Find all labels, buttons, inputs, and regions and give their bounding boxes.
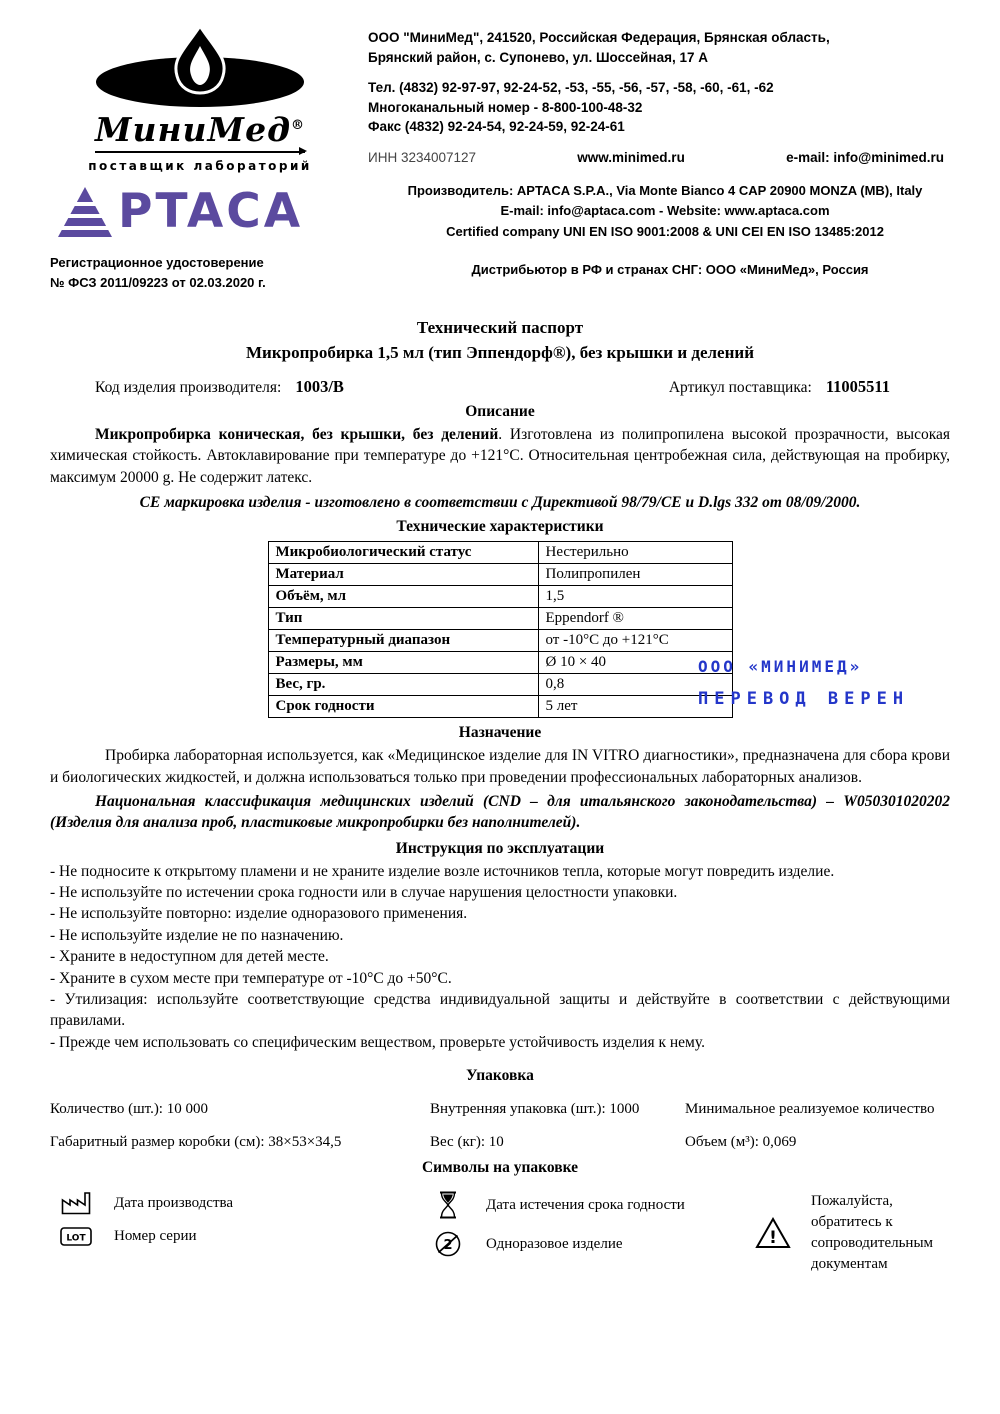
list-item: - Не используйте изделие не по назначению.: [50, 926, 344, 944]
symbols-column-3: [755, 1191, 950, 1287]
distributor-line: Дистрибьютор в РФ и странах СНГ: ООО «МиниМед», Россия: [471, 262, 869, 278]
ce-marking-line: СЕ маркировка изделия - изготовлено в соответствии с Директивой 98/79/СЕ и D.lgs 332 от 08/09/2000.: [139, 494, 861, 512]
symbol-lot-number: [58, 1227, 430, 1246]
symbol-single-use: [430, 1231, 755, 1257]
hourglass-icon: [430, 1191, 466, 1219]
instructions-list: [50, 861, 950, 1053]
symbols-column-2: [430, 1191, 755, 1287]
website-link: www.minimed.ru: [577, 149, 685, 165]
description-text: . Изготовлена из полипропилена высокой прозрачности, высокая химическая стойкость. Автоклавирование при температуре до +121°С. Относительная центробежная сила, действующая на пробирку, максимум 20000 g. Не содержит латекс.: [50, 426, 951, 486]
header: [50, 22, 950, 173]
aptaca-info-block: [380, 181, 950, 243]
packaging-heading: Упаковка: [466, 1067, 534, 1085]
logo-underline: [95, 151, 305, 153]
registered-mark: ®: [291, 118, 306, 133]
svg-text:!: !: [769, 1228, 777, 1249]
stamp-line-1: ООО «МИНИМЕД»: [698, 657, 863, 677]
aptaca-contact-line: E-mail: info@aptaca.com - Website: www.aptaca.com: [500, 203, 830, 219]
registration-line-1: Регистрационное удостоверение: [50, 255, 264, 271]
table-row: Размеры, мм Ø 10 × 40: [268, 652, 732, 674]
minimed-logo: [50, 22, 350, 173]
registration-row: [50, 253, 950, 292]
list-item: - Не используйте повторно: изделие одноразового применения.: [50, 905, 468, 923]
document-subtitle: Микропробирка 1,5 мл (тип Эппендорф®), без крышки и делений: [245, 343, 754, 363]
symbol-expiry-date: [430, 1191, 755, 1219]
list-item: - Храните в сухом месте при температуре от -10°C до +50°C.: [50, 969, 452, 987]
symbols-heading: Символы на упаковке: [421, 1159, 579, 1177]
table-row: Тип Eppendorf ®: [268, 608, 732, 630]
table-row: Материал Полипропилен: [268, 564, 732, 586]
list-item: - Не используйте по истечении срока годности или в случае нарушения целостности упаковки.: [50, 884, 678, 902]
code-row: [50, 377, 950, 397]
minimed-address: [368, 28, 950, 67]
symbols-column-1: [50, 1191, 430, 1287]
minimed-logo-name: МиниМед®: [94, 110, 306, 149]
symbol-label: Номер серии: [114, 1228, 197, 1245]
minimed-web-row: [368, 148, 950, 168]
purpose-heading: Назначение: [458, 724, 542, 742]
table-row: Срок годности 5 лет: [268, 696, 732, 718]
inn-number: ИНН 3234007127: [368, 149, 477, 165]
supplier-article: Артикул поставщика: 11005511: [668, 377, 890, 397]
purpose-paragraph: Пробирка лабораторная используется, как «Медицинское изделие для IN VITRO диагностики», предназначена для сбора крови и биологических жидкостей, и должна использоваться только при проведении профессиональных лабораторных анализов.: [50, 747, 950, 786]
packaging-volume: Объем (м³): 0,069: [685, 1134, 797, 1151]
minimed-flame-icon: [92, 26, 308, 108]
symbol-label: Одноразовое изделие: [486, 1235, 623, 1252]
instructions-heading: Инструкция по эксплуатации: [395, 839, 605, 857]
specs-heading: Технические характеристики: [396, 518, 604, 536]
phone-line-1: Тел. (4832) 92-97-97, 92-24-52, -53, -55, -56, -57, -58, -60, -61, -62: [368, 80, 774, 96]
list-item: - Прежде чем использовать со специфическим веществом, проверьте устойчивость изделия к нему.: [50, 1033, 705, 1051]
table-row: Объём, мл 1,5: [268, 586, 732, 608]
certified-line: Certified company UNI EN ISO 9001:2008 & UNI CEI EN ISO 13485:2012: [446, 224, 884, 240]
producer-line: Производитель: APTACA S.P.A., Via Monte Bianco 4 CAP 20900 MONZA (MB), Italy: [407, 182, 923, 198]
consult-docs-line-2: сопроводительным документам: [811, 1235, 934, 1273]
table-row: Температурный диапазон от -10°C до +121°C: [268, 630, 732, 652]
svg-text:LOT: LOT: [66, 1233, 86, 1244]
list-item: - Храните в недоступном для детей месте.: [50, 948, 329, 966]
registration-line-2: № ФСЗ 2011/09223 от 02.03.2020 г.: [50, 274, 266, 290]
document-title: Технический паспорт: [416, 318, 584, 338]
specs-table-wrap: [50, 541, 950, 718]
phone-line-2: Многоканальный номер - 8-800-100-48-32: [368, 99, 643, 115]
aptaca-logo: [50, 184, 380, 240]
minimed-contact-block: [350, 22, 950, 173]
list-item: - Не подносите к открытому пламени и не храните изделие возле источников тепла, которые могут повредить изделие.: [50, 862, 835, 880]
packaging-weight: Вес (кг): 10: [430, 1134, 504, 1151]
symbol-label: Дата производства: [114, 1194, 234, 1211]
minimed-logo-tagline: поставщик лабораторий: [88, 158, 312, 173]
description-bold-intro: Микропробирка коническая, без крышки, без делений: [95, 426, 499, 444]
packaging-inner: Внутренняя упаковка (шт.): 1000: [430, 1101, 640, 1118]
packaging-quantity: Количество (шт.): 10 000: [50, 1101, 208, 1118]
do-not-reuse-icon: [430, 1231, 466, 1257]
cnd-paragraph: Национальная классификация медицинских изделий (CND – для итальянского законодательства) – W050301020202 (Изделия для анализа проб, пластиковые микропробирки без наполнителей).: [50, 792, 950, 832]
aptaca-section: [50, 181, 950, 243]
description-paragraph: [50, 424, 950, 488]
manufacturer-code: Код изделия производителя: 1003/B: [95, 377, 344, 397]
symbol-consult-documents: [755, 1191, 950, 1275]
table-row: Вес, гр. 0,8: [268, 674, 732, 696]
symbol-label: [811, 1191, 950, 1275]
fax-line: Факс (4832) 92-24-54, 92-24-59, 92-24-61: [368, 119, 625, 135]
svg-text:2: 2: [443, 1238, 453, 1254]
aptaca-wordmark: PTACA: [118, 184, 304, 240]
minimed-phones: [368, 78, 950, 137]
packaging-box-size: Габаритный размер коробки (см): 38×53×34,5: [50, 1134, 342, 1151]
translation-stamp: [698, 657, 909, 709]
packaging-row-1: [50, 1101, 950, 1118]
manufacturer-code-value: 1003/B: [295, 377, 344, 397]
factory-icon: [58, 1191, 94, 1215]
lot-icon: [58, 1227, 94, 1246]
supplier-article-value: 11005511: [825, 377, 890, 397]
specs-table: [268, 541, 733, 718]
aptaca-triangle-icon: [58, 187, 112, 237]
packaging-row-2: [50, 1134, 950, 1151]
address-line-1: ООО "МиниМед", 241520, Российская Федерация, Брянская область,: [368, 30, 830, 45]
list-item: - Утилизация: используйте соответствующие средства индивидуальной защиты и действуйте в соответствии с действующими правилами.: [50, 990, 950, 1030]
description-heading: Описание: [465, 403, 535, 421]
packaging-min-quantity: Минимальное реализуемое количество: [685, 1101, 935, 1118]
address-line-2: Брянский район, с. Супонево, ул. Шоссейная, 17 А: [368, 49, 708, 65]
consult-docs-line-1: Пожалуйста, обратитесь к: [811, 1193, 893, 1231]
warning-triangle-icon: [755, 1217, 791, 1249]
stamp-line-2: ПЕРЕВОД ВЕРЕН: [698, 689, 910, 710]
email-link: e-mail: info@minimed.ru: [786, 149, 944, 165]
table-row: Микробиологический статус Нестерильно: [268, 542, 732, 564]
symbols-section: [50, 1191, 950, 1287]
symbol-manufacture-date: [58, 1191, 430, 1215]
registration-certificate: [50, 253, 390, 292]
symbol-label: Дата истечения срока годности: [486, 1196, 685, 1213]
